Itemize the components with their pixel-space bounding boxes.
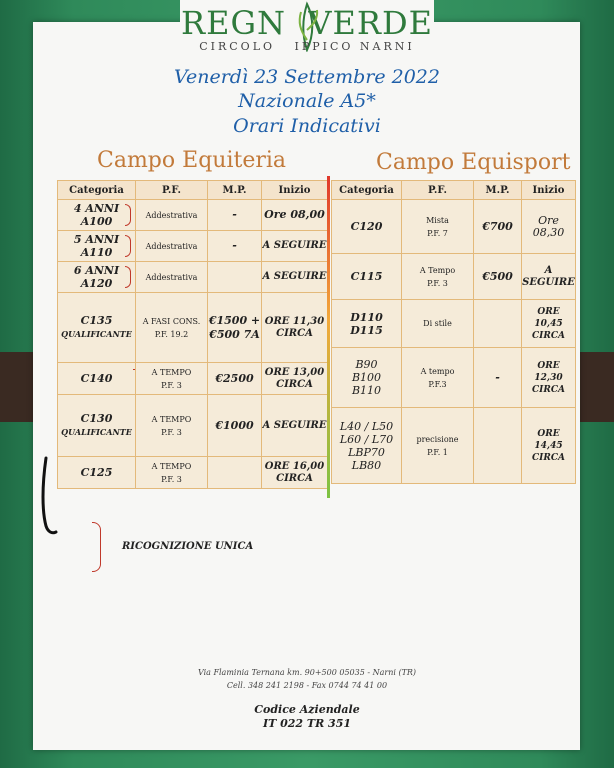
event-date: Venerdì 23 Settembre 2022 <box>174 66 440 88</box>
left-schedule-table <box>57 180 328 489</box>
table-row <box>58 293 328 363</box>
category-cell: C115 <box>332 254 402 300</box>
table-row <box>58 262 328 293</box>
mp-cell <box>208 457 262 489</box>
table-row <box>58 457 328 489</box>
category-cell: L40 / L50 L60 / L70 LBP70 LB80 <box>332 408 402 484</box>
mp-cell <box>474 408 522 484</box>
logo-wordmark: REGN VERDE <box>181 4 433 42</box>
pf-cell: precisione P.F. 1 <box>402 408 474 484</box>
category-cell: 5 ANNI A110 <box>58 231 136 262</box>
footer-phone: Cell. 348 241 2198 - Fax 0744 74 41 00 <box>226 681 388 690</box>
table-header-row <box>58 181 328 200</box>
start-cell: ORE 12,30 CIRCA <box>522 348 576 408</box>
pf-cell: A tempo P.F.3 <box>402 348 474 408</box>
pf-cell: Di stile <box>402 300 474 348</box>
company-code-label: Codice Aziendale <box>254 703 360 716</box>
note-brace <box>92 522 101 572</box>
company-code: IT 022 TR 351 <box>262 717 352 730</box>
mp-cell <box>208 262 262 293</box>
mp-cell: €1000 <box>208 395 262 457</box>
category-cell: C120 <box>332 200 402 254</box>
column-header: Categoria <box>58 181 136 200</box>
column-header: M.P. <box>474 181 522 200</box>
pf-cell: A TEMPO P.F. 3 <box>136 363 208 395</box>
start-cell: A SEGUIRE <box>262 231 328 262</box>
pen-mark <box>40 456 60 538</box>
start-cell: A SEGUIRE <box>262 262 328 293</box>
start-cell: Ore 08,30 <box>522 200 576 254</box>
column-header: M.P. <box>208 181 262 200</box>
start-cell: A SEGUIRE <box>262 395 328 457</box>
mp-cell: - <box>474 348 522 408</box>
table-row <box>58 231 328 262</box>
category-cell: D110 D115 <box>332 300 402 348</box>
category-cell: C125 <box>58 457 136 489</box>
table-row <box>332 254 576 300</box>
start-cell: Ore 08,00 <box>262 200 328 231</box>
field-divider <box>327 176 330 498</box>
column-header: Inizio <box>522 181 576 200</box>
pf-cell: Addestrativa <box>136 262 208 293</box>
table-row <box>332 348 576 408</box>
start-cell: ORE 10,45 CIRCA <box>522 300 576 348</box>
start-cell: ORE 13,00 CIRCA <box>262 363 328 395</box>
pf-cell: Addestrativa <box>136 231 208 262</box>
mp-cell: €2500 <box>208 363 262 395</box>
category-cell: C130 QUALIFICANTE <box>58 395 136 457</box>
table-row <box>58 395 328 457</box>
pf-cell: A TEMPO P.F. 3 <box>136 395 208 457</box>
start-cell: ORE 14,45 CIRCA <box>522 408 576 484</box>
recognition-note: RICOGNIZIONE UNICA <box>122 541 254 552</box>
table-row <box>58 200 328 231</box>
category-cell: C140 <box>58 363 136 395</box>
category-cell: 6 ANNI A120 <box>58 262 136 293</box>
table-row <box>332 408 576 484</box>
category-cell: 4 ANNI A100 <box>58 200 136 231</box>
right-schedule-table <box>331 180 576 484</box>
pf-cell: A FASI CONS. P.F. 19.2 <box>136 293 208 363</box>
table-header-row <box>332 181 576 200</box>
logo-subtitle: CIRCOLO IPPICO NARNI <box>199 40 415 53</box>
left-field-title: Campo Equiteria <box>97 148 287 173</box>
column-header: P.F. <box>136 181 208 200</box>
mp-cell: €700 <box>474 200 522 254</box>
mp-cell: €500 <box>474 254 522 300</box>
table-row <box>332 300 576 348</box>
start-cell: ORE 16,00 CIRCA <box>262 457 328 489</box>
mp-cell: - <box>208 231 262 262</box>
footer-address: Via Flaminia Ternana km. 90+500 05035 - Narni (TR) <box>197 668 417 677</box>
right-field-title: Campo Equisport <box>376 150 571 175</box>
mp-cell <box>474 300 522 348</box>
start-cell: ORE 11,30 CIRCA <box>262 293 328 363</box>
event-subtitle: Orari Indicativi <box>233 115 381 137</box>
mp-cell: €1500 + €500 7A <box>208 293 262 363</box>
column-header: P.F. <box>402 181 474 200</box>
table-row <box>58 363 328 395</box>
pf-cell: Mista P.F. 7 <box>402 200 474 254</box>
pf-cell: A Tempo P.F. 3 <box>402 254 474 300</box>
pf-cell: A TEMPO P.F. 3 <box>136 457 208 489</box>
start-cell: A SEGUIRE <box>522 254 576 300</box>
category-cell: C135 QUALIFICANTE <box>58 293 136 363</box>
category-cell: B90 B100 B110 <box>332 348 402 408</box>
mp-cell: - <box>208 200 262 231</box>
right-strap <box>574 352 614 422</box>
column-header: Inizio <box>262 181 328 200</box>
table-row <box>332 200 576 254</box>
event-class: Nazionale A5* <box>238 90 376 112</box>
pf-cell: Addestrativa <box>136 200 208 231</box>
column-header: Categoria <box>332 181 402 200</box>
